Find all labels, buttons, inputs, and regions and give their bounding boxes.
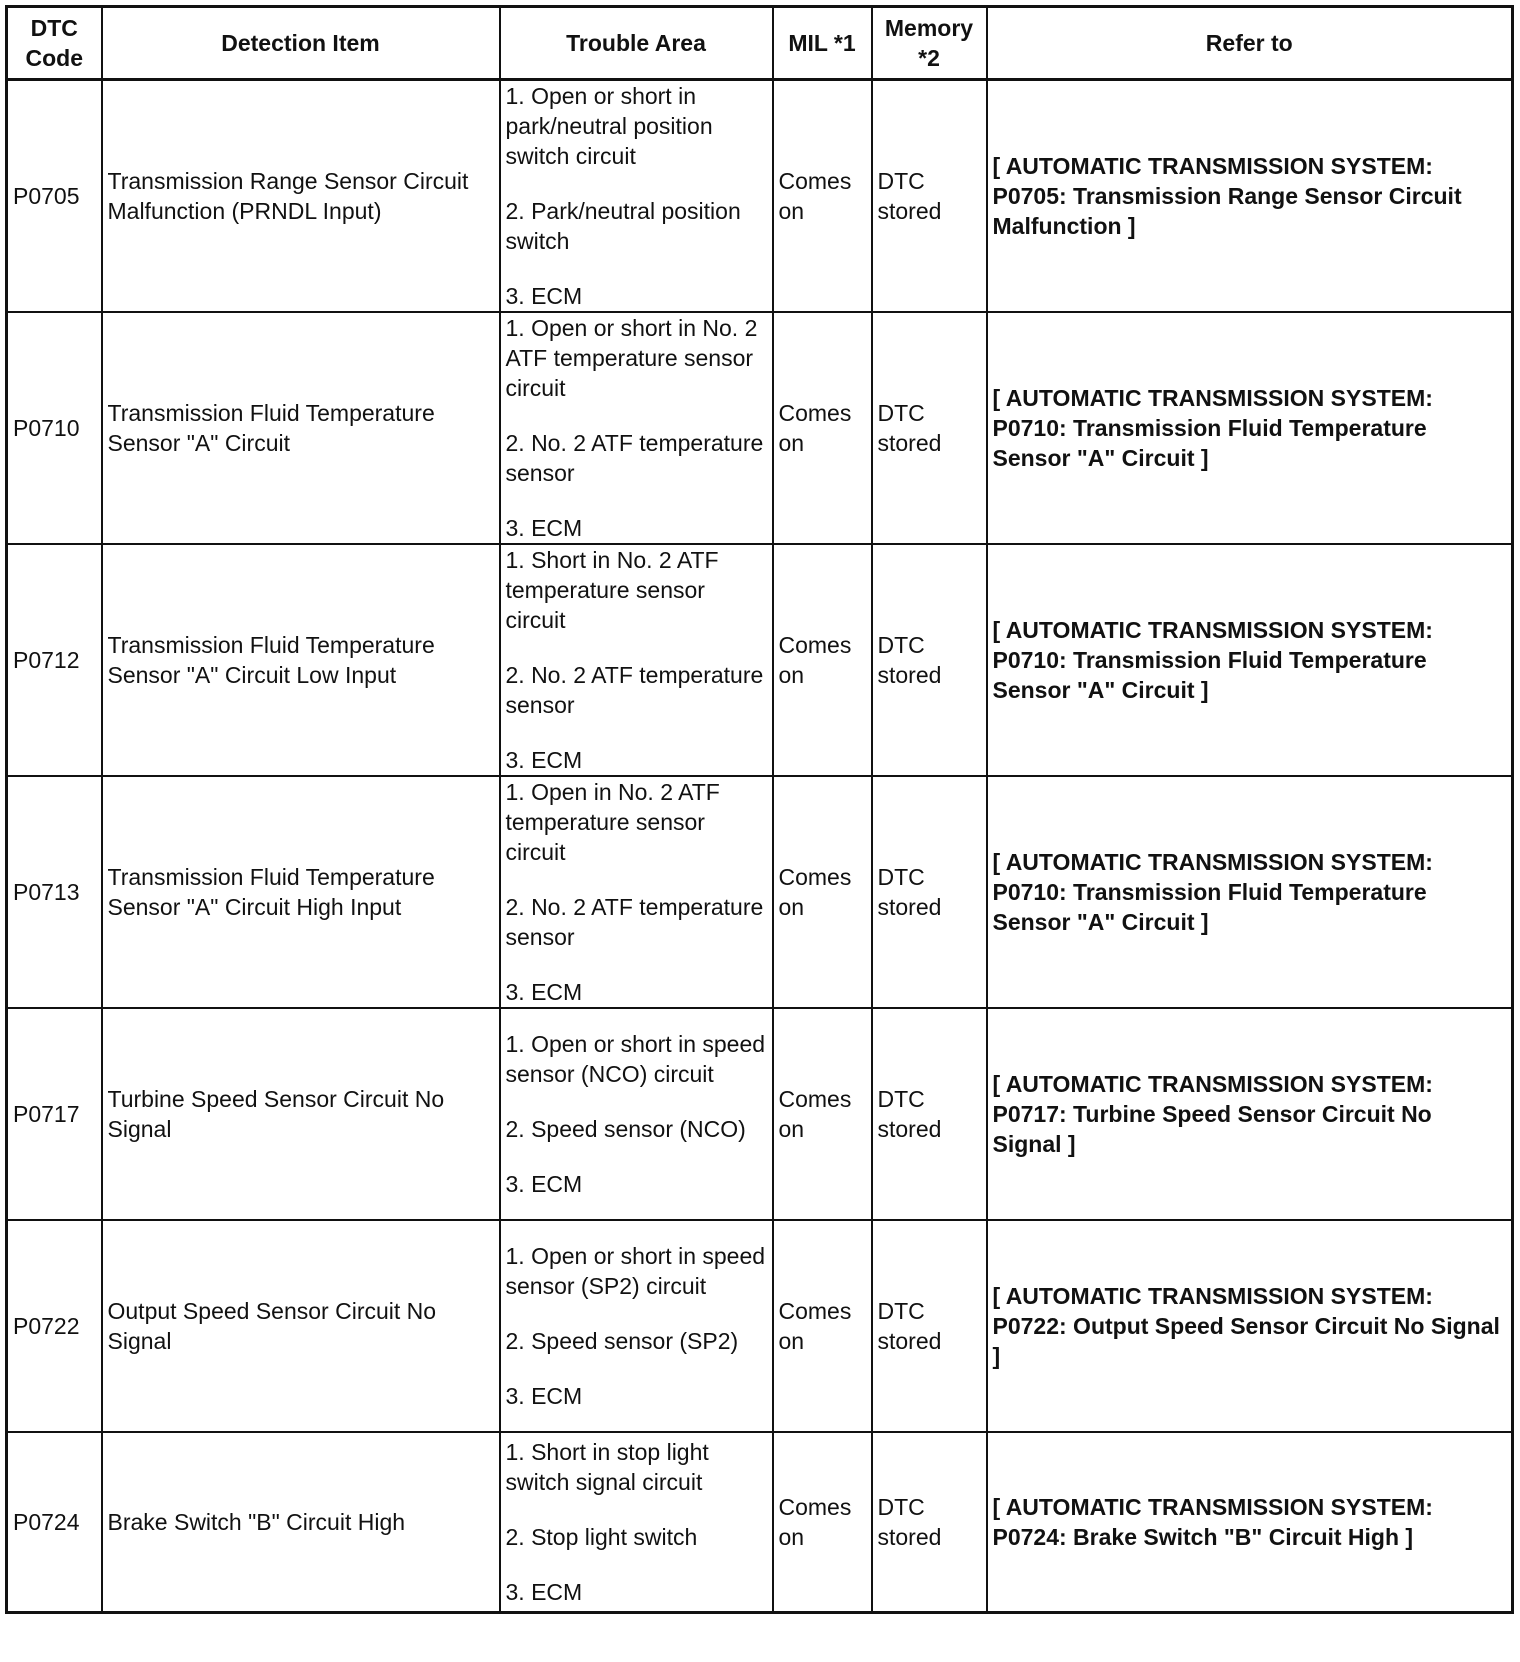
trouble-area-item: 3. ECM	[505, 283, 583, 309]
refer-to-text[interactable]: [ AUTOMATIC TRANSMISSION SYSTEM: P0710: Transmission Fluid Temperature Sensor "A" Circuit ]	[992, 849, 1433, 935]
table-header	[7, 7, 1513, 80]
header-dtc-code: DTC Code	[7, 7, 102, 80]
header-detection-item: Detection Item	[102, 7, 500, 80]
memory-cell: DTC stored	[872, 1008, 987, 1220]
mil-cell: Comes on	[773, 776, 872, 1008]
trouble-area-item: 2. No. 2 ATF temperature sensor	[505, 894, 764, 950]
trouble-area-item: 2. Stop light switch	[505, 1523, 698, 1550]
trouble-area-item: 2. No. 2 ATF temperature sensor	[505, 662, 764, 718]
trouble-area-item: 3. ECM	[505, 1171, 583, 1197]
dtc-code-cell: P0724	[7, 1432, 102, 1612]
trouble-area-item: 3. ECM	[505, 747, 583, 773]
detection-item-cell: Transmission Fluid Temperature Sensor "A" Circuit	[102, 312, 500, 544]
refer-to-link[interactable]	[987, 1432, 1513, 1612]
trouble-area-item: 3. ECM	[505, 1383, 583, 1409]
memory-cell: DTC stored	[872, 776, 987, 1008]
refer-to-link[interactable]	[987, 544, 1513, 776]
memory-cell: DTC stored	[872, 80, 987, 313]
trouble-area-cell	[500, 776, 773, 1008]
refer-to-text[interactable]: [ AUTOMATIC TRANSMISSION SYSTEM: P0710: Transmission Fluid Temperature Sensor "A" Circuit ]	[992, 385, 1433, 471]
trouble-area-item: 3. ECM	[505, 1578, 583, 1605]
dtc-code-cell: P0710	[7, 312, 102, 544]
dtc-code-cell: P0705	[7, 80, 102, 313]
trouble-area-item: 1. Open or short in speed sensor (SP2) circuit	[505, 1243, 766, 1299]
table-row	[7, 80, 1513, 313]
trouble-area-item: 1. Short in No. 2 ATF temperature sensor circuit	[505, 547, 719, 633]
trouble-area-item: 2. Park/neutral position switch	[505, 198, 741, 254]
table-row	[7, 312, 1513, 544]
refer-to-link[interactable]	[987, 1220, 1513, 1432]
header-memory: Memory *2	[872, 7, 987, 80]
detection-item-cell: Turbine Speed Sensor Circuit No Signal	[102, 1008, 500, 1220]
trouble-area-item: 2. Speed sensor (SP2)	[505, 1328, 739, 1354]
detection-item-cell: Brake Switch "B" Circuit High	[102, 1432, 500, 1612]
mil-cell: Comes on	[773, 80, 872, 313]
mil-cell: Comes on	[773, 544, 872, 776]
trouble-area-cell	[500, 1432, 773, 1612]
refer-to-link[interactable]	[987, 1008, 1513, 1220]
dtc-code-cell: P0717	[7, 1008, 102, 1220]
dtc-code-cell: P0722	[7, 1220, 102, 1432]
header-trouble-area: Trouble Area	[500, 7, 773, 80]
dtc-table	[5, 5, 1514, 1614]
header-mil: MIL *1	[773, 7, 872, 80]
trouble-area-cell	[500, 80, 773, 313]
trouble-area-item: 1. Short in stop light switch signal circuit	[505, 1438, 709, 1495]
refer-to-link[interactable]	[987, 80, 1513, 313]
trouble-area-cell	[500, 1008, 773, 1220]
trouble-area-cell	[500, 1220, 773, 1432]
detection-item-cell: Output Speed Sensor Circuit No Signal	[102, 1220, 500, 1432]
refer-to-text[interactable]: [ AUTOMATIC TRANSMISSION SYSTEM: P0717: Turbine Speed Sensor Circuit No Signal ]	[992, 1071, 1433, 1157]
trouble-area-item: 3. ECM	[505, 515, 583, 541]
detection-item-cell: Transmission Fluid Temperature Sensor "A" Circuit High Input	[102, 776, 500, 1008]
trouble-area-cell	[500, 312, 773, 544]
table-row	[7, 776, 1513, 1008]
refer-to-text[interactable]: [ AUTOMATIC TRANSMISSION SYSTEM: P0724: Brake Switch "B" Circuit High ]	[992, 1493, 1433, 1550]
trouble-area-item: 1. Open or short in speed sensor (NCO) circuit	[505, 1031, 766, 1087]
trouble-area-item: 3. ECM	[505, 979, 583, 1005]
detection-item-cell: Transmission Range Sensor Circuit Malfunction (PRNDL Input)	[102, 80, 500, 313]
refer-to-text[interactable]: [ AUTOMATIC TRANSMISSION SYSTEM: P0705: Transmission Range Sensor Circuit Malfunction ]	[992, 153, 1462, 239]
mil-cell: Comes on	[773, 312, 872, 544]
mil-cell: Comes on	[773, 1432, 872, 1612]
memory-cell: DTC stored	[872, 312, 987, 544]
memory-cell: DTC stored	[872, 1432, 987, 1612]
table-row	[7, 544, 1513, 776]
table-row	[7, 1220, 1513, 1432]
refer-to-text[interactable]: [ AUTOMATIC TRANSMISSION SYSTEM: P0710: Transmission Fluid Temperature Sensor "A" Circuit ]	[992, 617, 1433, 703]
mil-cell: Comes on	[773, 1008, 872, 1220]
memory-cell: DTC stored	[872, 1220, 987, 1432]
dtc-code-cell: P0712	[7, 544, 102, 776]
table-row	[7, 1432, 1513, 1612]
trouble-area-cell	[500, 544, 773, 776]
trouble-area-item: 2. Speed sensor (NCO)	[505, 1116, 746, 1142]
dtc-code-cell: P0713	[7, 776, 102, 1008]
trouble-area-item: 1. Open or short in No. 2 ATF temperature sensor circuit	[505, 315, 758, 401]
trouble-area-item: 1. Open in No. 2 ATF temperature sensor circuit	[505, 779, 720, 865]
memory-cell: DTC stored	[872, 544, 987, 776]
refer-to-link[interactable]	[987, 776, 1513, 1008]
refer-to-link[interactable]	[987, 312, 1513, 544]
trouble-area-item: 1. Open or short in park/neutral position switch circuit	[505, 83, 713, 169]
detection-item-cell: Transmission Fluid Temperature Sensor "A" Circuit Low Input	[102, 544, 500, 776]
mil-cell: Comes on	[773, 1220, 872, 1432]
refer-to-text[interactable]: [ AUTOMATIC TRANSMISSION SYSTEM: P0722: Output Speed Sensor Circuit No Signal ]	[992, 1283, 1500, 1369]
table-body	[7, 80, 1513, 1613]
trouble-area-item: 2. No. 2 ATF temperature sensor	[505, 430, 764, 486]
header-refer-to: Refer to	[987, 7, 1513, 80]
table-row	[7, 1008, 1513, 1220]
